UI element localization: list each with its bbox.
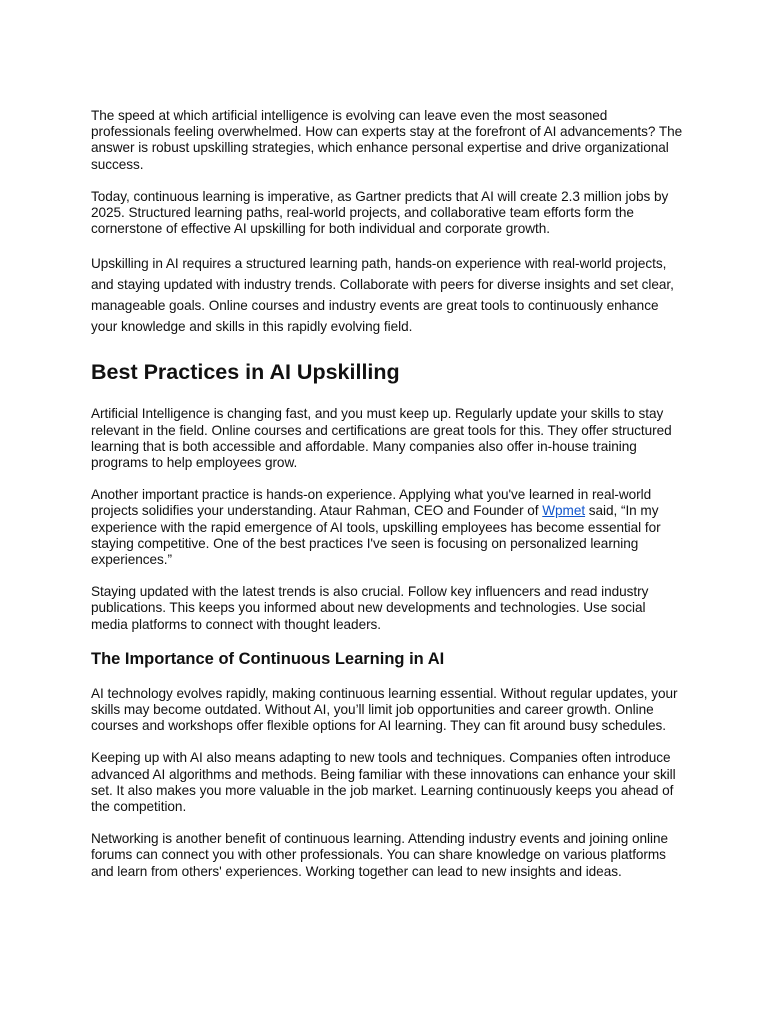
best-practices-heading: Best Practices in AI Upskilling: [91, 360, 400, 385]
wpmet-link[interactable]: Wpmet: [542, 503, 586, 519]
continuous-learning-paragraph-2: Keeping up with AI also means adapting to new tools and techniques. Companies often introduce advanced AI algorithms and methods. Being familiar with these innovations can enhance your skill set. It also makes you more valuable in the job market. Learning continuously keeps you ahead of the competition.: [91, 750, 676, 815]
continuous-learning-paragraph-1: AI technology evolves rapidly, making continuous learning essential. Without regular updates, your skills may become outdated. Without AI, you’ll limit job opportunities and career growth. Online courses and workshops offer flexible options for AI learning. They can fit around busy schedules.: [91, 685, 678, 734]
best-practices-paragraph-2-text-before: Another important practice is hands-on experience. Applying what you've learned in real-world projects solidifies your understanding. Ataur Rahman, CEO and Founder of: [91, 487, 652, 519]
best-practices-paragraph-2: [91, 487, 683, 568]
intro-paragraph-1: The speed at which artificial intelligence is evolving can leave even the most seasoned professionals feeling overwhelmed. How can experts stay at the forefront of AI advancements? The answer is robust upskilling strategies, which enhance personal expertise and drive organizational success.: [91, 108, 683, 172]
intro-paragraph-2: Today, continuous learning is imperative, as Gartner predicts that AI will create 2.3 million jobs by 2025. Structured learning paths, real-world projects, and collaborative team efforts form the cornerstone of effective AI upskilling for both individual and corporate growth.: [91, 188, 669, 237]
document-page: [91, 108, 683, 896]
best-practices-paragraph-2-text-after: said, “In my experience with the rapid emergence of AI tools, upskilling employees has become essential for staying competitive. One of the best practices I've seen is focusing on personalized learning experiences.”: [91, 503, 661, 568]
intro-paragraph-3: Upskilling in AI requires a structured learning path, hands-on experience with real-world projects, and staying updated with industry trends. Collaborate with peers for diverse insights and set clear, manageable goals. Online courses and industry events are great tools to continuously enhance your knowledge and skills in this rapidly evolving field.: [91, 256, 674, 335]
best-practices-paragraph-3: Staying updated with the latest trends is also crucial. Follow key influencers and read industry publications. This keeps you informed about new developments and technologies. Use social media platforms to connect with thought leaders.: [91, 584, 649, 632]
best-practices-paragraph-1: Artificial Intelligence is changing fast, and you must keep up. Regularly update your skills to stay relevant in the field. Online courses and certifications are great tools for this. They offer structured learning that is both accessible and affordable. Many companies also offer in-house training programs to help employees grow.: [91, 406, 672, 471]
continuous-learning-heading: The Importance of Continuous Learning in AI: [91, 649, 445, 668]
continuous-learning-paragraph-3: Networking is another benefit of continuous learning. Attending industry events and joining online forums can connect you with other professionals. You can share knowledge on various platforms and learn from others' experiences. Working together can lead to new insights and ideas.: [91, 831, 668, 879]
